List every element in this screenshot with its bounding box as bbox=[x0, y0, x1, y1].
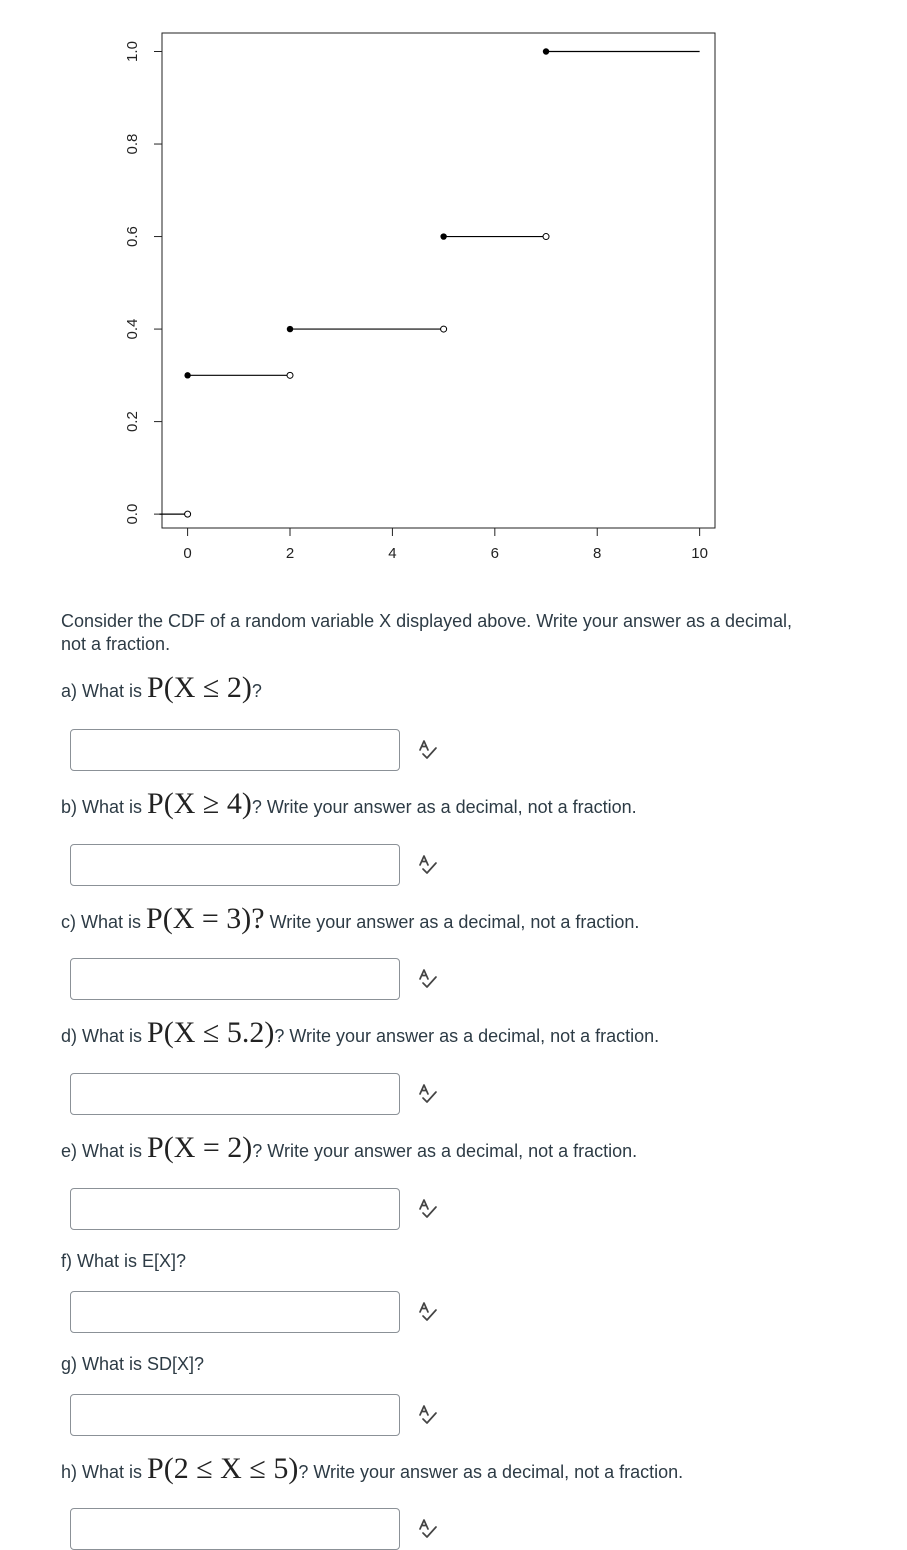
open-point bbox=[441, 326, 447, 332]
closed-point bbox=[440, 233, 446, 239]
question-c-label: c) What is P(X = 3)? Write your answer as a decimal, not a fraction. bbox=[61, 902, 640, 935]
x-tick-label: 4 bbox=[388, 545, 397, 562]
spellcheck-icon[interactable] bbox=[416, 1517, 440, 1541]
y-tick-label: 0.8 bbox=[123, 133, 141, 155]
x-tick-label: 6 bbox=[490, 545, 499, 562]
closed-point bbox=[287, 326, 293, 332]
x-axis bbox=[183, 528, 708, 562]
answer-d-input[interactable] bbox=[70, 1073, 400, 1115]
question-c-math: P(X = 3)? bbox=[146, 902, 265, 935]
y-tick-label: 1.0 bbox=[123, 41, 141, 62]
spellcheck-icon[interactable] bbox=[416, 1197, 440, 1221]
answer-f-input[interactable] bbox=[70, 1291, 400, 1333]
question-b-label: b) What is P(X ≥ 4)? Write your answer as a decimal, not a fraction. bbox=[61, 787, 637, 820]
spellcheck-icon[interactable] bbox=[416, 1403, 440, 1427]
y-tick-label: 0.0 bbox=[123, 503, 141, 525]
answer-g-input[interactable] bbox=[70, 1394, 400, 1436]
question-e-label: e) What is P(X = 2)? Write your answer as a decimal, not a fraction. bbox=[61, 1131, 638, 1164]
question-h-math: P(2 ≤ X ≤ 5) bbox=[147, 1452, 299, 1485]
question-d-label: d) What is P(X ≤ 5.2)? Write your answer as a decimal, not a fraction. bbox=[61, 1016, 660, 1049]
closed-point bbox=[184, 372, 190, 378]
spellcheck-icon[interactable] bbox=[416, 967, 440, 991]
x-tick-label: 0 bbox=[183, 545, 192, 562]
question-b-math: P(X ≥ 4) bbox=[147, 787, 252, 820]
y-axis bbox=[124, 41, 162, 524]
x-tick-label: 10 bbox=[691, 545, 708, 562]
y-tick-label: 0.2 bbox=[123, 411, 141, 433]
cdf-step-series bbox=[159, 48, 699, 517]
question-e-math: P(X = 2) bbox=[147, 1131, 253, 1164]
question-a-label: a) What is P(X ≤ 2)? bbox=[61, 671, 262, 704]
answer-a-input[interactable] bbox=[70, 729, 400, 771]
question-f-label: f) What is E[X]? bbox=[61, 1251, 187, 1271]
answer-c-input[interactable] bbox=[70, 958, 400, 1000]
question-g-label: g) What is SD[X]? bbox=[61, 1354, 205, 1374]
cdf-chart bbox=[0, 0, 907, 580]
x-tick-label: 8 bbox=[593, 545, 602, 562]
question-intro: Consider the CDF of a random variable X displayed above. Write your answer as a decimal, not a fraction. bbox=[61, 611, 793, 654]
answer-b-input[interactable] bbox=[70, 844, 400, 886]
open-point bbox=[543, 234, 549, 240]
open-point bbox=[185, 511, 191, 517]
x-tick-label: 2 bbox=[285, 545, 295, 562]
spellcheck-icon[interactable] bbox=[416, 853, 440, 877]
spellcheck-icon[interactable] bbox=[416, 738, 440, 762]
open-point bbox=[287, 372, 293, 378]
plot-frame bbox=[162, 33, 715, 528]
question-a-math: P(X ≤ 2) bbox=[147, 671, 252, 704]
spellcheck-icon[interactable] bbox=[416, 1300, 440, 1324]
y-tick-label: 0.6 bbox=[123, 226, 141, 247]
question-d-math: P(X ≤ 5.2) bbox=[147, 1016, 275, 1049]
closed-point bbox=[543, 48, 549, 54]
question-h-label: h) What is P(2 ≤ X ≤ 5)? Write your answer as a decimal, not a fraction. bbox=[61, 1452, 684, 1485]
answer-h-input[interactable] bbox=[70, 1508, 400, 1550]
y-tick-label: 0.4 bbox=[123, 318, 141, 340]
spellcheck-icon[interactable] bbox=[416, 1082, 440, 1106]
answer-e-input[interactable] bbox=[70, 1188, 400, 1230]
